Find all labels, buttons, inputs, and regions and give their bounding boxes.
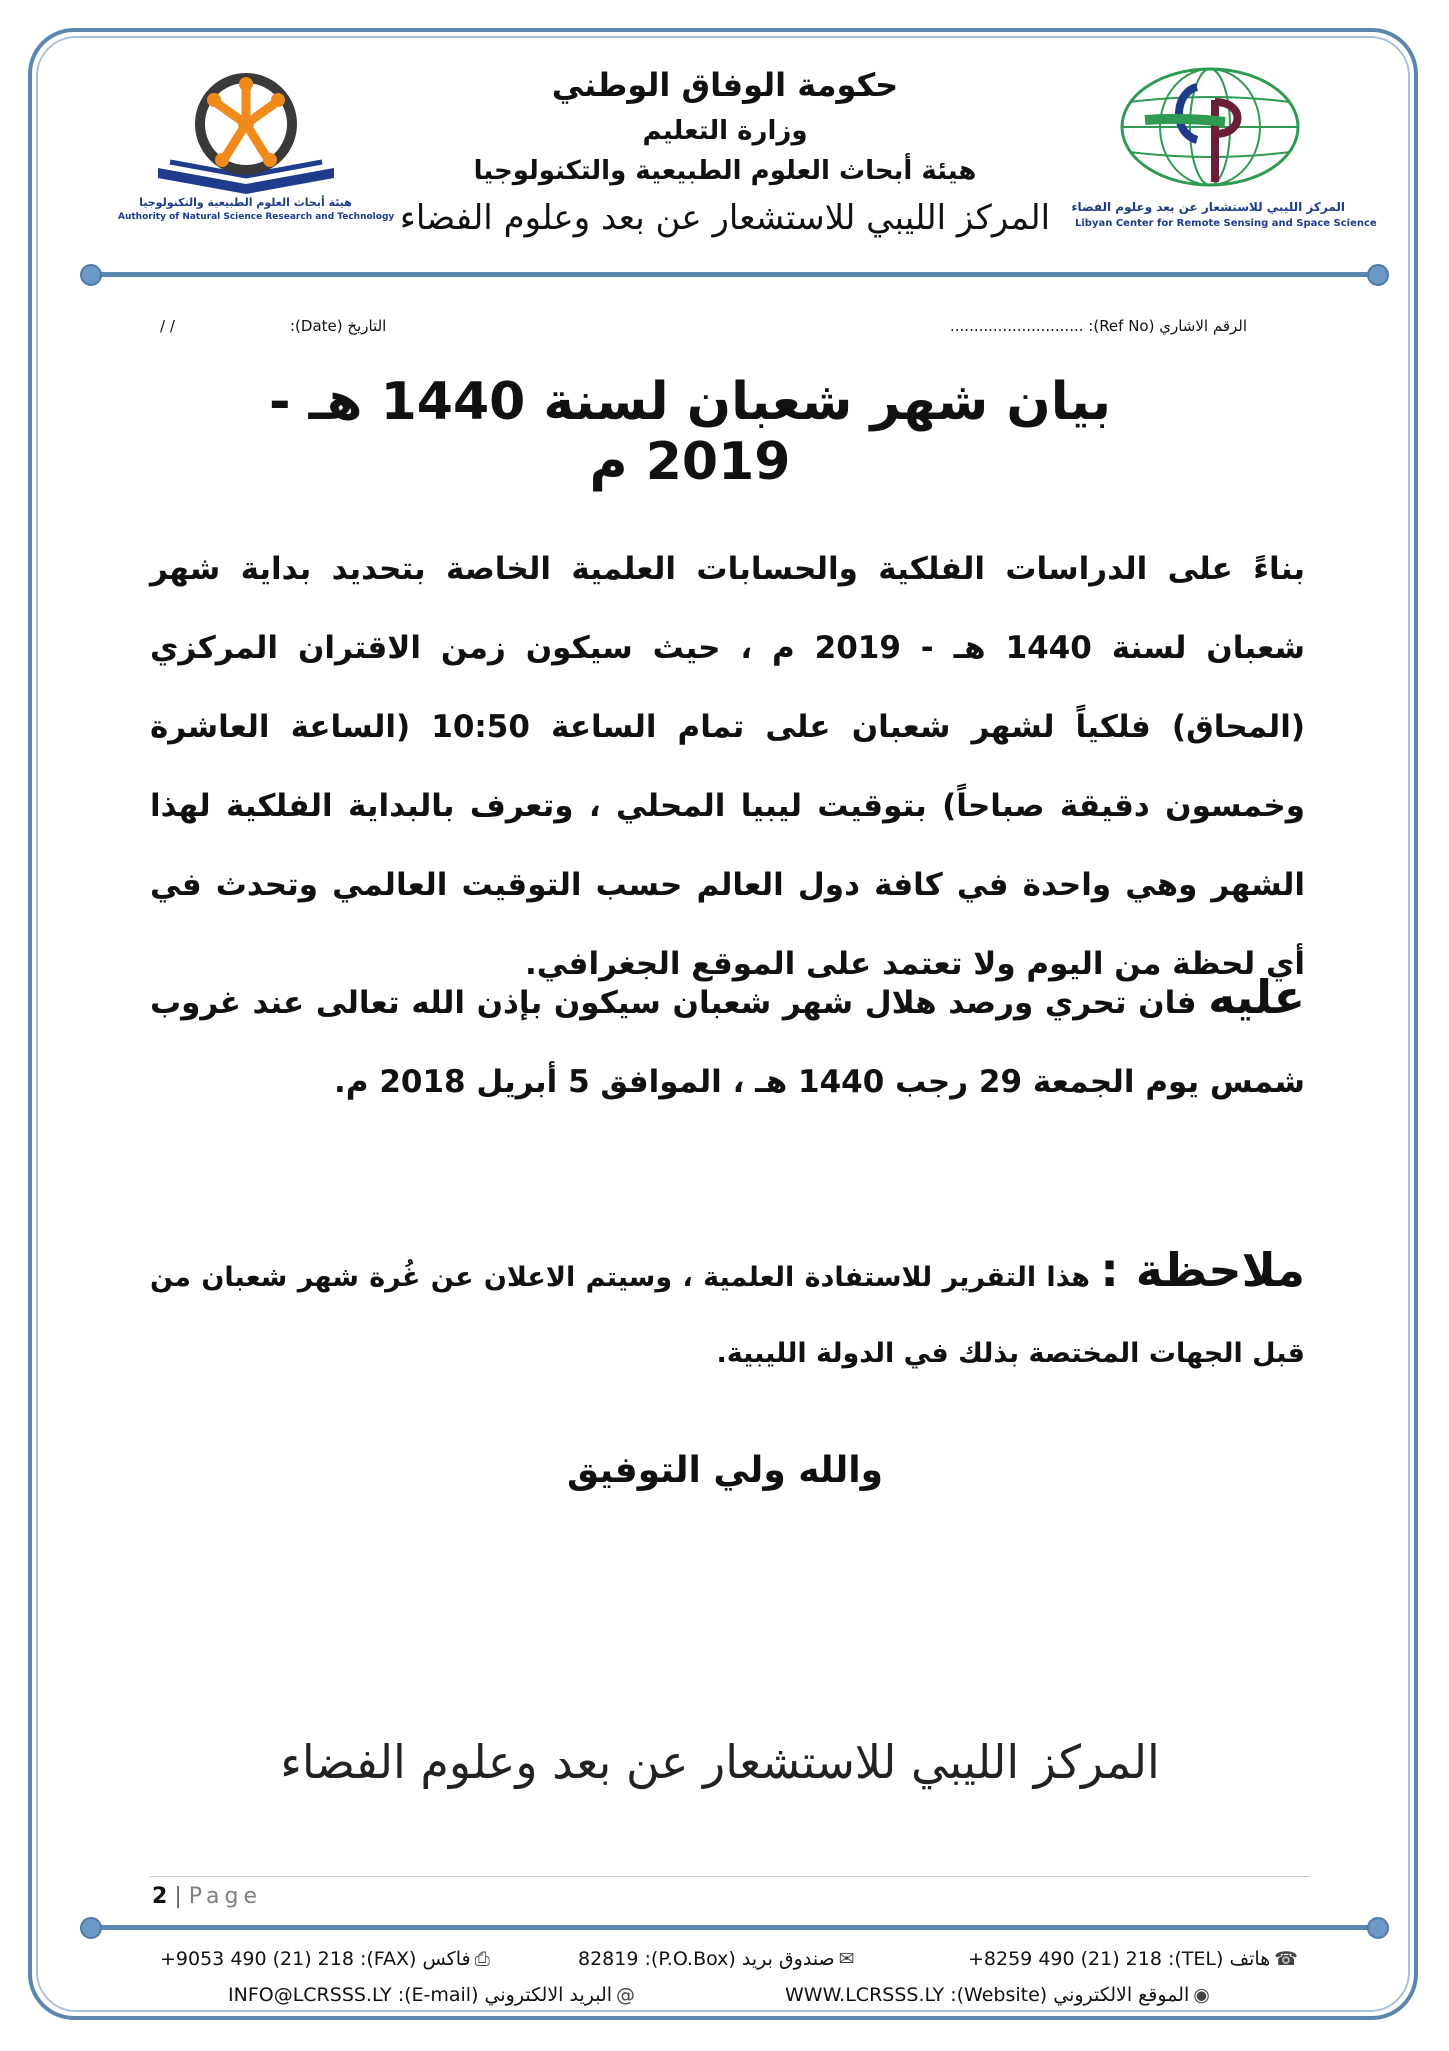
footer-dot-left bbox=[80, 1917, 102, 1939]
note-text: هذا التقرير للاستفادة العلمية ، وسيتم الاعلان عن غُرة شهر شعبان من قبل الجهات المختصة بذلك في الدولة الليبية. bbox=[150, 1262, 1305, 1369]
footer-divider bbox=[90, 1925, 1378, 1930]
email-icon: @ bbox=[616, 1984, 636, 2006]
page-number-rule bbox=[150, 1876, 1310, 1877]
divider-dot-left bbox=[80, 264, 102, 286]
page-number-value: 2 bbox=[152, 1884, 168, 1909]
page-word: Page bbox=[188, 1884, 262, 1909]
date-slashes: / / bbox=[160, 317, 175, 335]
authority-emblem-icon bbox=[118, 66, 373, 196]
mailbox-icon: ✉ bbox=[838, 1948, 855, 1970]
authority-caption-ar: هيئة أبحاث العلوم الطبيعية والتكنولوجيا bbox=[139, 196, 352, 209]
contact-fax bbox=[160, 1948, 494, 1970]
authority-name: هيئة أبحاث العلوم الطبيعية والتكنولوجيا bbox=[473, 156, 977, 186]
website-text[interactable]: الموقع الالكتروني (Website): WWW.LCRSSS.LY bbox=[785, 1984, 1190, 2006]
fax-text: فاكس (FAX): 9053 490 (21) 218+ bbox=[160, 1948, 471, 1970]
date-label: التاريخ (Date): bbox=[290, 317, 387, 335]
email-text[interactable]: البريد الالكتروني (E-mail): INFO@LCRSSS.LY bbox=[228, 1984, 613, 2006]
center-caption-en: Libyan Center for Remote Sensing and Space Science bbox=[1075, 218, 1377, 229]
page-number bbox=[152, 1884, 262, 1909]
ministry-name: وزارة التعليم bbox=[642, 116, 808, 146]
contact-email[interactable] bbox=[228, 1984, 639, 2006]
note-paragraph bbox=[150, 1232, 1305, 1392]
contact-phone bbox=[968, 1948, 1302, 1970]
body-paragraph-2 bbox=[150, 958, 1305, 1122]
paragraph-2-lead: عليه bbox=[1208, 970, 1305, 1024]
body-paragraph-1: بناءً على الدراسات الفلكية والحسابات العلمية الخاصة بتحديد بداية شهر شعبان لسنة 1440 هـ - 2019 م ، حيث سيكون زمن الاقتران المركزي (المحاق) فلكياً لشهر شعبان على تمام الساعة 10:50 (الساعة العاشرة وخمسون دقيقة صباحاً) بتوقيت ليبيا المحلي ، وتعرف بالبداية الفلكية لهذا الشهر وهي واحدة في كافة دول العالم حسب التوقيت العالمي وتحدث في أي لحظة من اليوم ولا تعتمد على الموقع الجغرافي. bbox=[150, 551, 1305, 982]
divider-dot-right bbox=[1367, 264, 1389, 286]
closing-phrase: والله ولي التوفيق bbox=[567, 1450, 883, 1491]
authority-caption-en: Authority of Natural Science Research and Technology bbox=[118, 212, 395, 222]
center-signature: المركز الليبي للاستشعار عن بعد وعلوم الفضاء bbox=[280, 1735, 1160, 1789]
phone-icon: ☎ bbox=[1274, 1948, 1298, 1970]
phone-text: هاتف (TEL): 8259 490 (21) 218+ bbox=[968, 1948, 1271, 1970]
authority-logo bbox=[118, 66, 395, 236]
government-name: حكومة الوفاق الوطني bbox=[551, 66, 899, 104]
header-divider bbox=[90, 272, 1378, 277]
pobox-text: صندوق بريد (P.O.Box): 82819 bbox=[578, 1948, 835, 1970]
center-name: المركز الليبي للاستشعار عن بعد وعلوم الفضاء bbox=[399, 198, 1051, 238]
contact-website[interactable] bbox=[785, 1984, 1214, 2006]
paragraph-2-text: فان تحري ورصد هلال شهر شعبان سيكون بإذن الله تعالى عند غروب شمس يوم الجمعة 29 رجب 1440 هـ ، الموافق 5 أبريل 2018 م. bbox=[150, 985, 1305, 1100]
ref-number-label: الرقم الاشاري (Ref No): ............................ bbox=[950, 317, 1248, 335]
document-title: بيان شهر شعبان لسنة 1440 هـ - 2019 م bbox=[268, 372, 1112, 492]
center-logo bbox=[1071, 62, 1377, 237]
footer-dot-right bbox=[1367, 1917, 1389, 1939]
fax-icon: ⎙ bbox=[474, 1948, 490, 1970]
globe-emblem-icon bbox=[1075, 62, 1345, 202]
center-caption-ar: المركز الليبي للاستشعار عن بعد وعلوم الفضاء bbox=[1071, 200, 1345, 214]
page-number-separator: | bbox=[174, 1884, 182, 1909]
globe-icon: ◉ bbox=[1193, 1984, 1210, 2006]
note-lead: ملاحظة : bbox=[1100, 1243, 1305, 1297]
contact-pobox bbox=[578, 1948, 859, 1970]
